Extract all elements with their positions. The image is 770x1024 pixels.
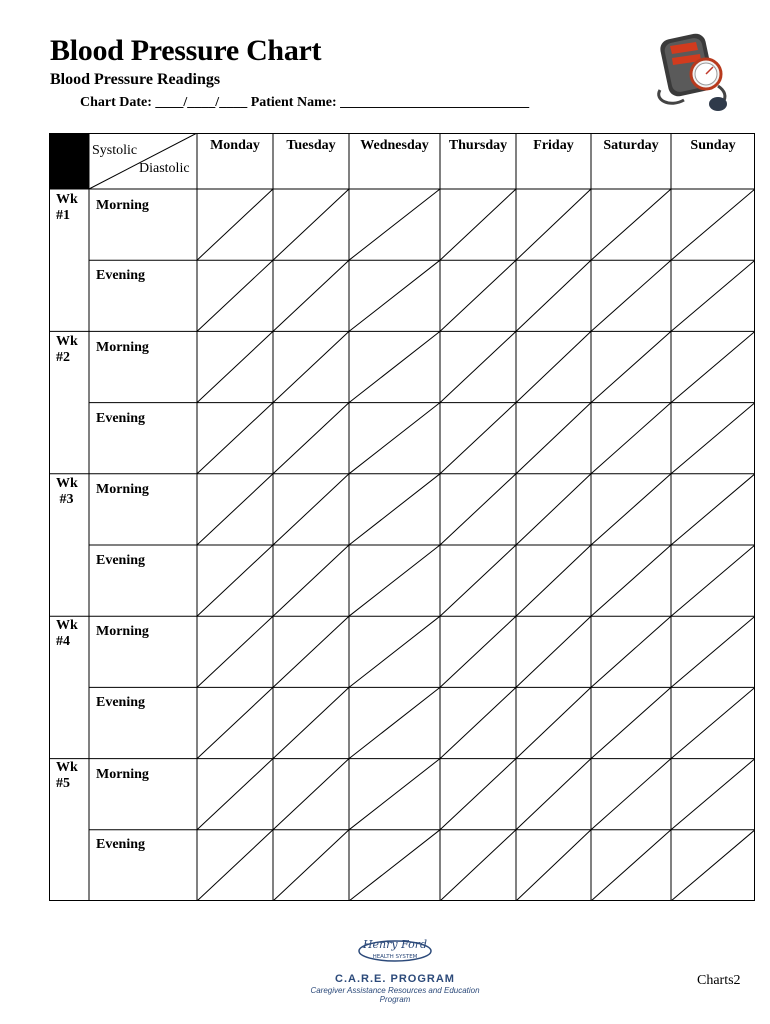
reading-cell-diagonal (671, 830, 755, 901)
reading-cell-diagonal (671, 759, 755, 830)
reading-cell-diagonal (591, 545, 671, 616)
reading-cell-diagonal (273, 545, 349, 616)
reading-cell-diagonal (671, 616, 755, 687)
reading-cell-diagonal (516, 687, 591, 758)
reading-cell-diagonal (273, 474, 349, 545)
reading-cell-diagonal (197, 260, 273, 331)
reading-cell-diagonal (516, 759, 591, 830)
reading-cell-diagonal (591, 474, 671, 545)
reading-cell-diagonal (440, 189, 516, 260)
reading-cell-diagonal (349, 545, 440, 616)
reading-cell-diagonal (197, 687, 273, 758)
reading-cell-diagonal (273, 260, 349, 331)
day-header-friday: Friday (533, 138, 574, 153)
period-label-wk1-evening: Evening (96, 268, 146, 283)
reading-cell-diagonal (671, 687, 755, 758)
day-header-wednesday: Wednesday (360, 138, 429, 153)
reading-cell-diagonal (516, 616, 591, 687)
reading-cell-diagonal (591, 260, 671, 331)
period-label-wk4-evening: Evening (96, 695, 146, 710)
reading-cell-diagonal (440, 616, 516, 687)
reading-cell-diagonal (516, 545, 591, 616)
page-subtitle: Blood Pressure Readings (50, 71, 221, 88)
day-header-thursday: Thursday (448, 138, 508, 153)
reading-cell-diagonal (591, 189, 671, 260)
chart-date-patient-line: Chart Date: ____/____/____ Patient Name: ___________________________ (80, 95, 530, 110)
reading-cell-diagonal (591, 331, 671, 402)
reading-cell-diagonal (349, 403, 440, 474)
reading-cell-diagonal (349, 830, 440, 901)
reading-cell-diagonal (273, 403, 349, 474)
reading-cell-diagonal (349, 474, 440, 545)
grid-lines (49, 133, 755, 901)
period-label-wk5-morning: Morning (96, 767, 149, 782)
reading-cell-diagonal (671, 474, 755, 545)
reading-cell-diagonal (440, 474, 516, 545)
logo-sub-text: HEALTH SYSTEM (372, 954, 418, 960)
reading-cell-diagonal (273, 759, 349, 830)
reading-cell-diagonal (591, 830, 671, 901)
page-title: Blood Pressure Chart (50, 34, 322, 67)
reading-cell-diagonal (516, 830, 591, 901)
reading-cell-diagonal (440, 545, 516, 616)
reading-cell-diagonal (591, 759, 671, 830)
period-label-wk4-morning: Morning (96, 624, 149, 639)
reading-cell-diagonal (197, 830, 273, 901)
reading-cell-diagonal (197, 331, 273, 402)
reading-cell-diagonal (671, 260, 755, 331)
blood-pressure-grid (49, 133, 755, 901)
reading-cell-diagonal (197, 189, 273, 260)
corner-label-systolic: Systolic (92, 143, 138, 158)
reading-cell-diagonal (440, 403, 516, 474)
reading-cell-diagonal (197, 474, 273, 545)
care-program-tagline: Caregiver Assistance Resources and Education Program (310, 986, 480, 1004)
reading-cell-diagonal (349, 616, 440, 687)
reading-cell-diagonal (349, 189, 440, 260)
reading-cell-diagonal (440, 687, 516, 758)
reading-cell-diagonal (516, 474, 591, 545)
page-code: Charts2 (697, 973, 741, 988)
period-label-wk2-evening: Evening (96, 411, 146, 426)
reading-cell-diagonal (197, 759, 273, 830)
reading-cell-diagonal (440, 260, 516, 331)
reading-cell-diagonal (273, 189, 349, 260)
blood-pressure-monitor-icon (650, 30, 736, 112)
reading-cell-diagonal (440, 830, 516, 901)
reading-cell-diagonal (671, 545, 755, 616)
reading-cell-diagonal (349, 759, 440, 830)
day-header-tuesday: Tuesday (286, 138, 336, 153)
reading-cell-diagonal (273, 616, 349, 687)
period-label-wk5-evening: Evening (96, 837, 146, 852)
week-label-4: Wk #4 (56, 618, 78, 649)
week-label-5: Wk #5 (56, 760, 78, 791)
week-label-1: Wk #1 (56, 192, 78, 223)
reading-cell-diagonal (591, 687, 671, 758)
reading-cell-diagonal (516, 331, 591, 402)
reading-cell-diagonal (671, 403, 755, 474)
corner-black-block (49, 133, 89, 189)
reading-cell-diagonal (273, 830, 349, 901)
reading-cell-diagonal (349, 331, 440, 402)
period-label-wk3-evening: Evening (96, 553, 146, 568)
reading-cell-diagonal (671, 189, 755, 260)
period-label-wk1-morning: Morning (96, 198, 149, 213)
grid-border (50, 134, 755, 901)
week-label-2: Wk #2 (56, 334, 78, 365)
reading-cell-diagonal (273, 687, 349, 758)
week-label-3: Wk #3 (56, 476, 78, 507)
henry-ford-emblem-icon (355, 936, 435, 964)
logo-brand-text: Henry Ford (362, 938, 428, 951)
reading-cell-diagonal (197, 403, 273, 474)
reading-cell-diagonal (349, 687, 440, 758)
reading-cell-diagonal (516, 403, 591, 474)
henry-ford-care-logo (300, 936, 490, 1004)
reading-cell-diagonal (197, 616, 273, 687)
period-label-wk3-morning: Morning (96, 482, 149, 497)
care-program-label: C.A.R.E. PROGRAM (335, 973, 455, 985)
reading-cell-diagonal (591, 616, 671, 687)
reading-cell-diagonal (273, 331, 349, 402)
reading-cell-diagonal (516, 189, 591, 260)
day-header-sunday: Sunday (690, 138, 736, 153)
reading-cell-diagonal (197, 545, 273, 616)
reading-cell-diagonal (671, 331, 755, 402)
reading-cell-diagonal (440, 759, 516, 830)
reading-cell-diagonal (516, 260, 591, 331)
period-label-wk2-morning: Morning (96, 340, 149, 355)
reading-cell-diagonal (349, 260, 440, 331)
corner-label-diastolic: Diastolic (139, 161, 190, 176)
day-header-saturday: Saturday (603, 138, 659, 153)
day-header-monday: Monday (210, 138, 260, 153)
reading-cell-diagonal (591, 403, 671, 474)
reading-cell-diagonal (440, 331, 516, 402)
